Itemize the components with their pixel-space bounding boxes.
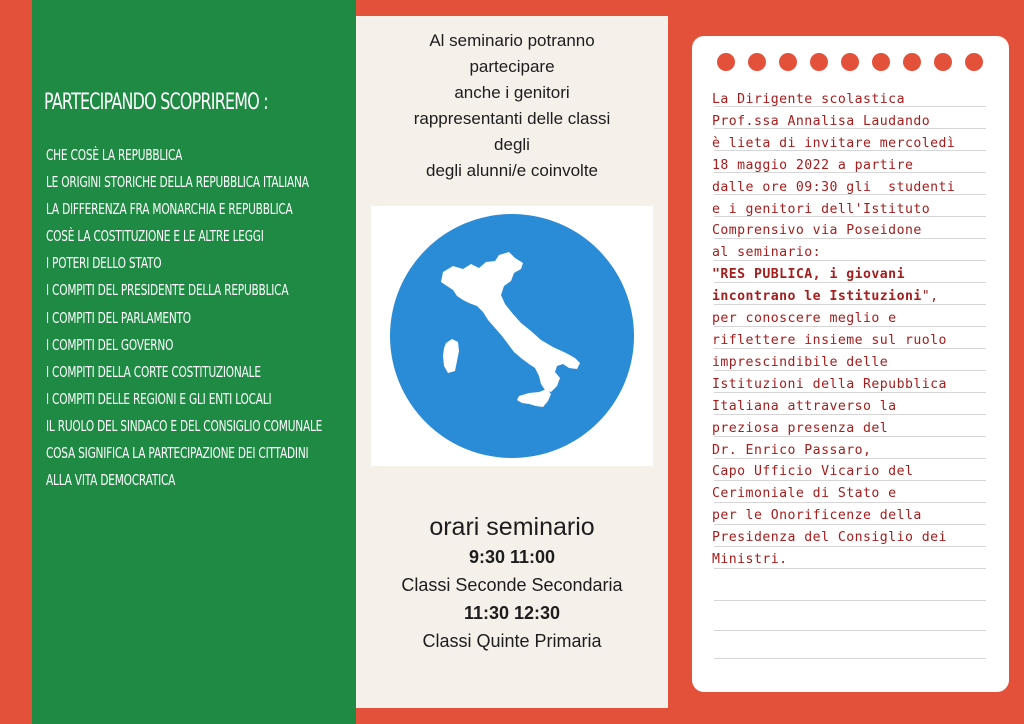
italy-map-icon — [371, 206, 653, 466]
topic-item: ALLA VITA DEMOCRATICA — [46, 471, 176, 490]
invitation-notepad — [692, 36, 1009, 692]
seminar-title: incontrano le Istituzioni — [712, 289, 922, 305]
invitation-line: per conoscere meglio e — [712, 311, 897, 327]
invitation-line: riflettere insieme sul ruolo — [712, 332, 947, 348]
binding-hole-icon — [841, 53, 859, 71]
italy-map-card — [371, 206, 653, 466]
binding-hole-icon — [717, 53, 735, 71]
info-panel — [356, 16, 668, 708]
topic-item: COSÈ LA COSTITUZIONE E LE ALTRE LEGGI — [46, 227, 264, 246]
schedule-class: Classi Quinte Primaria — [422, 631, 602, 651]
ruled-line — [714, 658, 986, 659]
invitation-line: Italiana attraverso la — [712, 398, 897, 414]
intro-line: rappresentanti delle classi — [413, 109, 611, 128]
topics-panel — [32, 0, 356, 724]
invitation-line: La Dirigente scolastica — [712, 92, 905, 107]
invitation-line: Cerimoniale di Stato e — [712, 486, 897, 502]
intro-line: degli alunni/e coinvolte — [425, 161, 598, 180]
binding-hole-icon — [748, 53, 766, 71]
invitation-line: Comprensivo via Poseidone — [712, 223, 922, 239]
ruled-line — [714, 600, 986, 601]
invitation-line: Ministri. — [712, 552, 788, 568]
topic-item: I COMPITI DELLE REGIONI E GLI ENTI LOCALI — [46, 389, 272, 408]
seminar-title: "RES PUBLICA, i giovani — [712, 267, 905, 283]
invitation-line: è lieta di invitare mercoledì — [712, 135, 956, 151]
binding-hole-icon — [810, 53, 828, 71]
topic-item: I COMPITI DEL PARLAMENTO — [46, 308, 191, 327]
invitation-line: 18 maggio 2022 a partire — [712, 157, 914, 173]
topic-item: COSA SIGNIFICA LA PARTECIPAZIONE DEI CITTADINI — [46, 444, 309, 463]
schedule-block — [356, 511, 668, 655]
invitation-line — [712, 264, 1012, 286]
invitation-line: Prof.ssa Annalisa Laudando — [712, 113, 931, 129]
topic-item: I POTERI DELLO STATO — [46, 254, 162, 273]
invitation-line: Capo Ufficio Vicario del — [712, 464, 914, 480]
schedule-time: 11:30 12:30 — [463, 603, 561, 623]
invitation-line: imprescindibile delle — [712, 354, 889, 370]
topic-item: I COMPITI DELLA CORTE COSTITUZIONALE — [46, 362, 261, 381]
invitation-line: Presidenza del Consiglio dei — [712, 530, 947, 546]
binding-hole-icon — [903, 53, 921, 71]
binding-hole-icon — [872, 53, 890, 71]
intro-line: anche i genitori — [454, 83, 570, 102]
invitation-line: preziosa presenza del — [712, 420, 889, 436]
invitation-line: per le Onorificenze della — [712, 508, 922, 524]
binding-hole-icon — [965, 53, 983, 71]
topic-item: I COMPITI DEL GOVERNO — [46, 335, 174, 354]
topics-heading: PARTECIPANDO SCOPRIREMO : — [44, 90, 268, 115]
binding-hole-icon — [779, 53, 797, 71]
topic-item: CHE COSÈ LA REPUBBLICA — [46, 146, 183, 164]
invitation-line: dalle ore 09:30 gli studenti — [712, 179, 956, 195]
invitation-line: Dr. Enrico Passaro, — [712, 442, 872, 458]
binding-hole-icon — [934, 53, 952, 71]
schedule-title: orari seminario — [429, 513, 595, 541]
invitation-text — [712, 89, 1012, 571]
seminar-title-quote: ", — [921, 289, 939, 305]
intro-line: partecipare — [469, 57, 555, 76]
topic-item: LE ORIGINI STORICHE DELLA REPUBBLICA ITALIANA — [46, 173, 309, 192]
participants-note — [356, 28, 668, 184]
topic-item: LA DIFFERENZA FRA MONARCHIA E REPUBBLICA — [46, 200, 293, 219]
invitation-line: e i genitori dell'Istituto — [712, 201, 931, 217]
invitation-line: Istituzioni della Repubblica — [712, 376, 947, 392]
intro-line: Al seminario potranno — [429, 31, 595, 50]
intro-line: degli — [494, 135, 530, 154]
notepad-binding-holes — [717, 53, 987, 71]
invitation-line: al seminario: — [712, 245, 822, 261]
topic-item: I COMPITI DEL PRESIDENTE DELLA REPUBBLICA — [46, 281, 289, 300]
topic-item: IL RUOLO DEL SINDACO E DEL CONSIGLIO COMUNALE — [46, 416, 323, 435]
invitation-line — [712, 286, 1012, 308]
ruled-line — [714, 630, 986, 631]
topics-list — [46, 142, 342, 494]
schedule-time: 9:30 11:00 — [468, 547, 556, 567]
schedule-class: Classi Seconde Secondaria — [401, 575, 623, 595]
